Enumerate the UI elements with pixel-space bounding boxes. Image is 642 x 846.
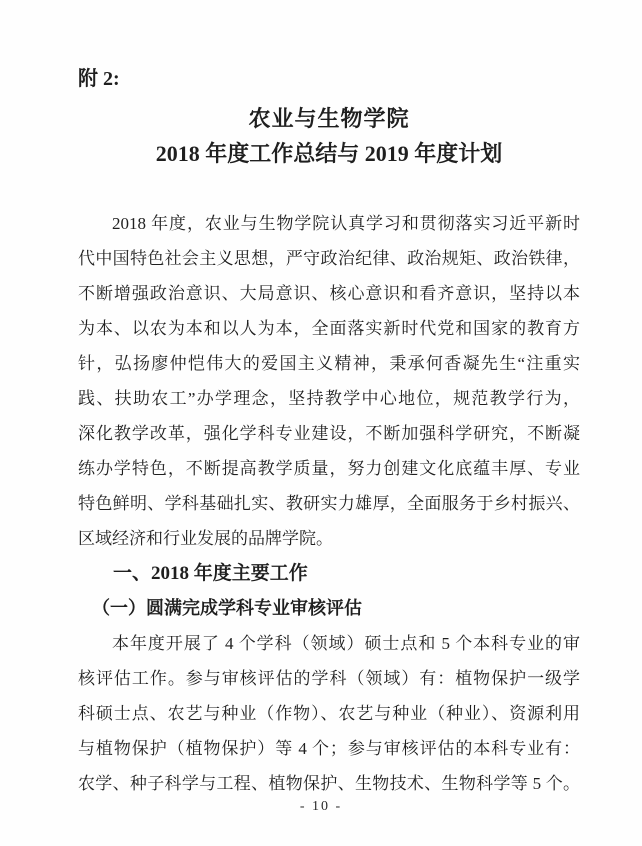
intro-paragraph	[78, 206, 580, 556]
page-number: - 10 -	[299, 799, 343, 814]
section-heading: 一、2018 年度主要工作	[113, 563, 308, 584]
paragraph-line: 针，弘扬廖仲恺伟大的爱国主义精神，秉承何香凝先生“注重实	[78, 354, 580, 373]
document-title-line-1: 农业与生物学院	[248, 106, 410, 131]
paragraph-line: 践、扶助农工”办学理念，坚持教学中心地位，规范教学行为，	[78, 389, 580, 408]
paragraph-line: 农学、种子科学与工程、植物保护、生物技术、生物科学等 5 个。	[78, 774, 580, 793]
paragraph-line: 科硕士点、农艺与种业（作物）、农艺与种业（种业）、资源利用	[78, 704, 580, 723]
paragraph-line: 深化教学改革，强化学科专业建设，不断加强科学研究，不断凝	[78, 424, 580, 443]
paragraph-line: 特色鲜明、学科基础扎实、教研实力雄厚，全面服务于乡村振兴、	[78, 494, 580, 513]
document-title-line-2: 2018 年度工作总结与 2019 年度计划	[155, 141, 503, 166]
paragraph-line: 本年度开展了 4 个学科（领域）硕士点和 5 个本科专业的审	[112, 634, 580, 653]
body-paragraph	[78, 626, 580, 801]
paragraph-line: 代中国特色社会主义思想，严守政治纪律、政治规矩、政治铁律，	[78, 249, 580, 268]
paragraph-line: 区域经济和行业发展的品牌学院。	[78, 529, 333, 548]
paragraph-line: 核评估工作。参与审核评估的学科（领域）有：植物保护一级学	[78, 669, 580, 688]
paragraph-line: 为本、以农为本和以人为本，全面落实新时代党和国家的教育方	[78, 319, 580, 338]
paragraph-line: 2018 年度，农业与生物学院认真学习和贯彻落实习近平新时	[112, 214, 580, 233]
paragraph-line: 不断增强政治意识、大局意识、核心意识和看齐意识，坚持以本	[78, 284, 580, 303]
paragraph-line: 与植物保护（植物保护）等 4 个；参与审核评估的本科专业有：	[78, 739, 580, 758]
paragraph-line: 练办学特色，不断提高教学质量，努力创建文化底蕴丰厚、专业	[78, 459, 580, 478]
subsection-heading: （一）圆满完成学科专业审核评估	[92, 598, 362, 618]
attachment-label: 附 2:	[78, 68, 120, 90]
